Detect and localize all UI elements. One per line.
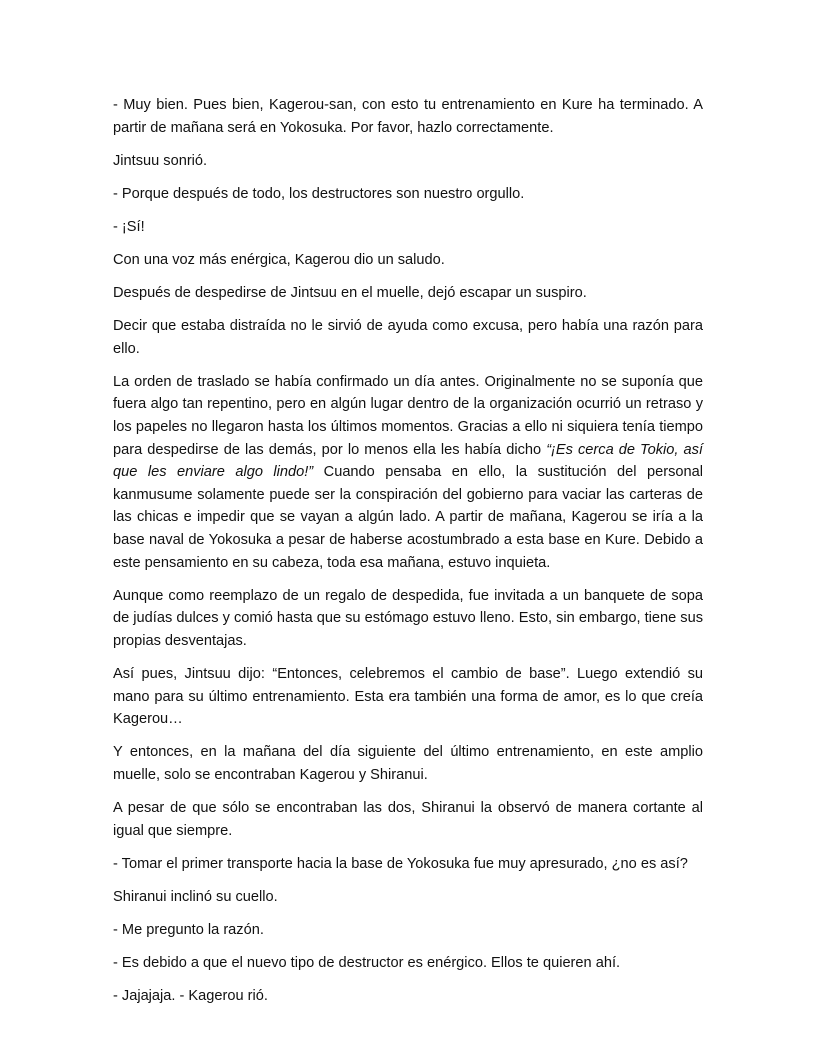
paragraph-17: - Jajajaja. - Kagerou rió. bbox=[113, 988, 268, 1004]
paragraph-13: - Tomar el primer transporte hacia la base de Yokosuka fue muy apresurado, ¿no es así? bbox=[113, 855, 688, 872]
paragraph-7: Decir que estaba distraída no le sirvió de ayuda como excusa, pero había una razón para ello. bbox=[113, 318, 703, 357]
paragraph-15: - Me pregunto la razón. bbox=[113, 921, 264, 938]
paragraph-4: - ¡Sí! bbox=[113, 218, 145, 235]
paragraph-12: A pesar de que sólo se encontraban las dos, Shiranui la observó de manera cortante al igual que siempre. bbox=[113, 799, 703, 839]
paragraph-11: Y entonces, en la mañana del día siguiente del último entrenamiento, en este amplio muelle, solo se encontraban Kagerou y Shiranui. bbox=[113, 744, 703, 783]
paragraph-8-text-end: Cuando pensaba en ello, la sustitución del personal kanmusume solamente puede ser la conspiración del gobierno para vaciar las carteras de las chicas e impedir que se vayan a algún lado. A partir de mañana, Kagerou se iría a la base naval de Yokosuka a pesar de haberse acostumbrado a esta base en Kure. Debido a este pensamiento en su cabeza, toda esa mañana, estuvo inquieta. bbox=[113, 464, 703, 571]
paragraph-9: Aunque como reemplazo de un regalo de despedida, fue invitada a un banquete de sopa de judías dulces y comió hasta que su estómago estuvo lleno. Esto, sin embargo, tiene sus propias desventajas. bbox=[113, 587, 703, 649]
paragraph-2: Jintsuu sonrió. bbox=[113, 152, 208, 169]
paragraph-6: Después de despedirse de Jintsuu en el muelle, dejó escapar un suspiro. bbox=[113, 285, 587, 302]
paragraph-14: Shiranui inclinó su cuello. bbox=[113, 888, 278, 905]
paragraph-8-text-start: La orden de traslado se había confirmado un día antes. Originalmente no se suponía que fuera algo tan repentino, pero en algún lugar dentro de la organización ocurrió un retraso y los papeles no llegaron hasta los últimos momentos. Gracias a ello ni siquiera tenía tiempo para despedirse de las demás, por lo menos ella les había dicho bbox=[113, 373, 703, 458]
paragraph-8-italic-quote: “¡Es cerca de Tokio, así que les enviare algo lindo!” bbox=[113, 441, 703, 481]
paragraph-10: Así pues, Jintsuu dijo: “Entonces, celebremos el cambio de base”. Luego extendió su mano para su último entrenamiento. Esta era también una forma de amor, es lo que creía Kagerou… bbox=[113, 665, 703, 728]
paragraph-3: - Porque después de todo, los destructores son nuestro orgullo. bbox=[113, 185, 525, 202]
paragraph-1: - Muy bien. Pues bien, Kagerou-san, con esto tu entrenamiento en Kure ha terminado. A partir de mañana será en Yokosuka. Por favor, hazlo correctamente. bbox=[113, 97, 703, 136]
paragraph-16: - Es debido a que el nuevo tipo de destructor es enérgico. Ellos te quieren ahí. bbox=[113, 954, 621, 971]
paragraph-8 bbox=[113, 371, 703, 574]
paragraph-5: Con una voz más enérgica, Kagerou dio un saludo. bbox=[113, 251, 445, 268]
